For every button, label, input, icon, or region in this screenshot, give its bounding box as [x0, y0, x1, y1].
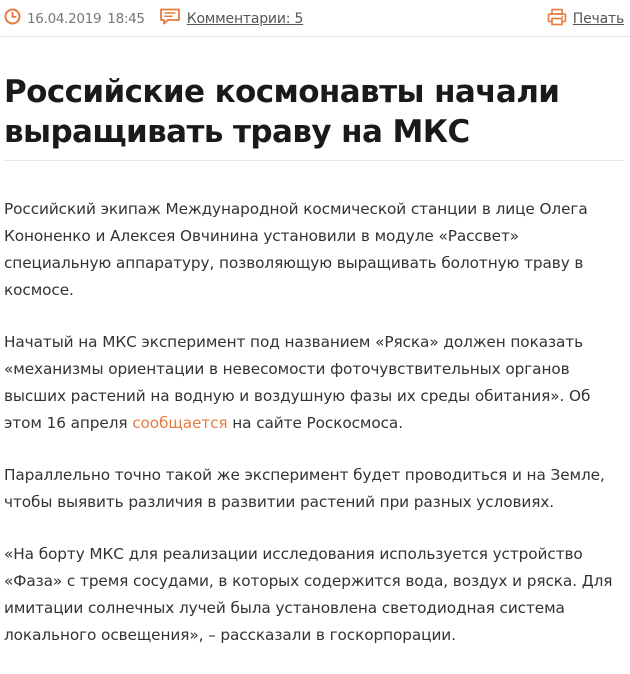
meta-right: [547, 8, 624, 30]
printer-icon[interactable]: [547, 8, 567, 30]
publish-time: 18:45: [107, 10, 145, 27]
paragraph-2-text-after: на сайте Роскосмоса.: [227, 414, 403, 432]
source-link[interactable]: сообщается: [132, 414, 228, 432]
clock-icon: [4, 8, 21, 29]
article-paragraph-1: Российский экипаж Международной космической станции в лице Олега Кононенко и Алексея Овчинина установили в модуле «Рассвет» специальную аппаратуру, позволяющую выращивать болотную траву в космосе.: [4, 200, 588, 299]
article-body: [4, 196, 626, 674]
comments-link[interactable]: Комментарии: 5: [186, 10, 304, 27]
comment-icon[interactable]: [159, 8, 181, 29]
print-link[interactable]: Печать: [572, 11, 624, 27]
article-paragraph-2: [4, 329, 626, 437]
article-meta-bar: [0, 0, 630, 37]
article-paragraph-4: «На борту МКС для реализации исследования используется устройство «Фаза» с тремя сосудами, в которых содержится вода, воздух и ряска. Для имитации солнечных лучей была установлена светодиодная система локального освещения», – рассказали в госкорпорации.: [4, 545, 613, 644]
article-paragraph-3: Параллельно точно такой же эксперимент будет проводиться и на Земле, чтобы выявить различия в развитии растений при разных условиях.: [4, 466, 605, 511]
paragraph-2-text-before: Начатый на МКС эксперимент под названием «Ряска» должен показать «механизмы ориентации в невесомости фоточувствительных органов высших растений на водную и воздушную фазы их среды обитания». Об этом 16 апреля: [4, 333, 591, 432]
title-divider: [4, 160, 624, 161]
meta-left: [4, 8, 303, 29]
article-title: Российские космонавты начали выращивать траву на МКС: [4, 74, 560, 150]
publish-date: 16.04.2019: [27, 10, 102, 27]
